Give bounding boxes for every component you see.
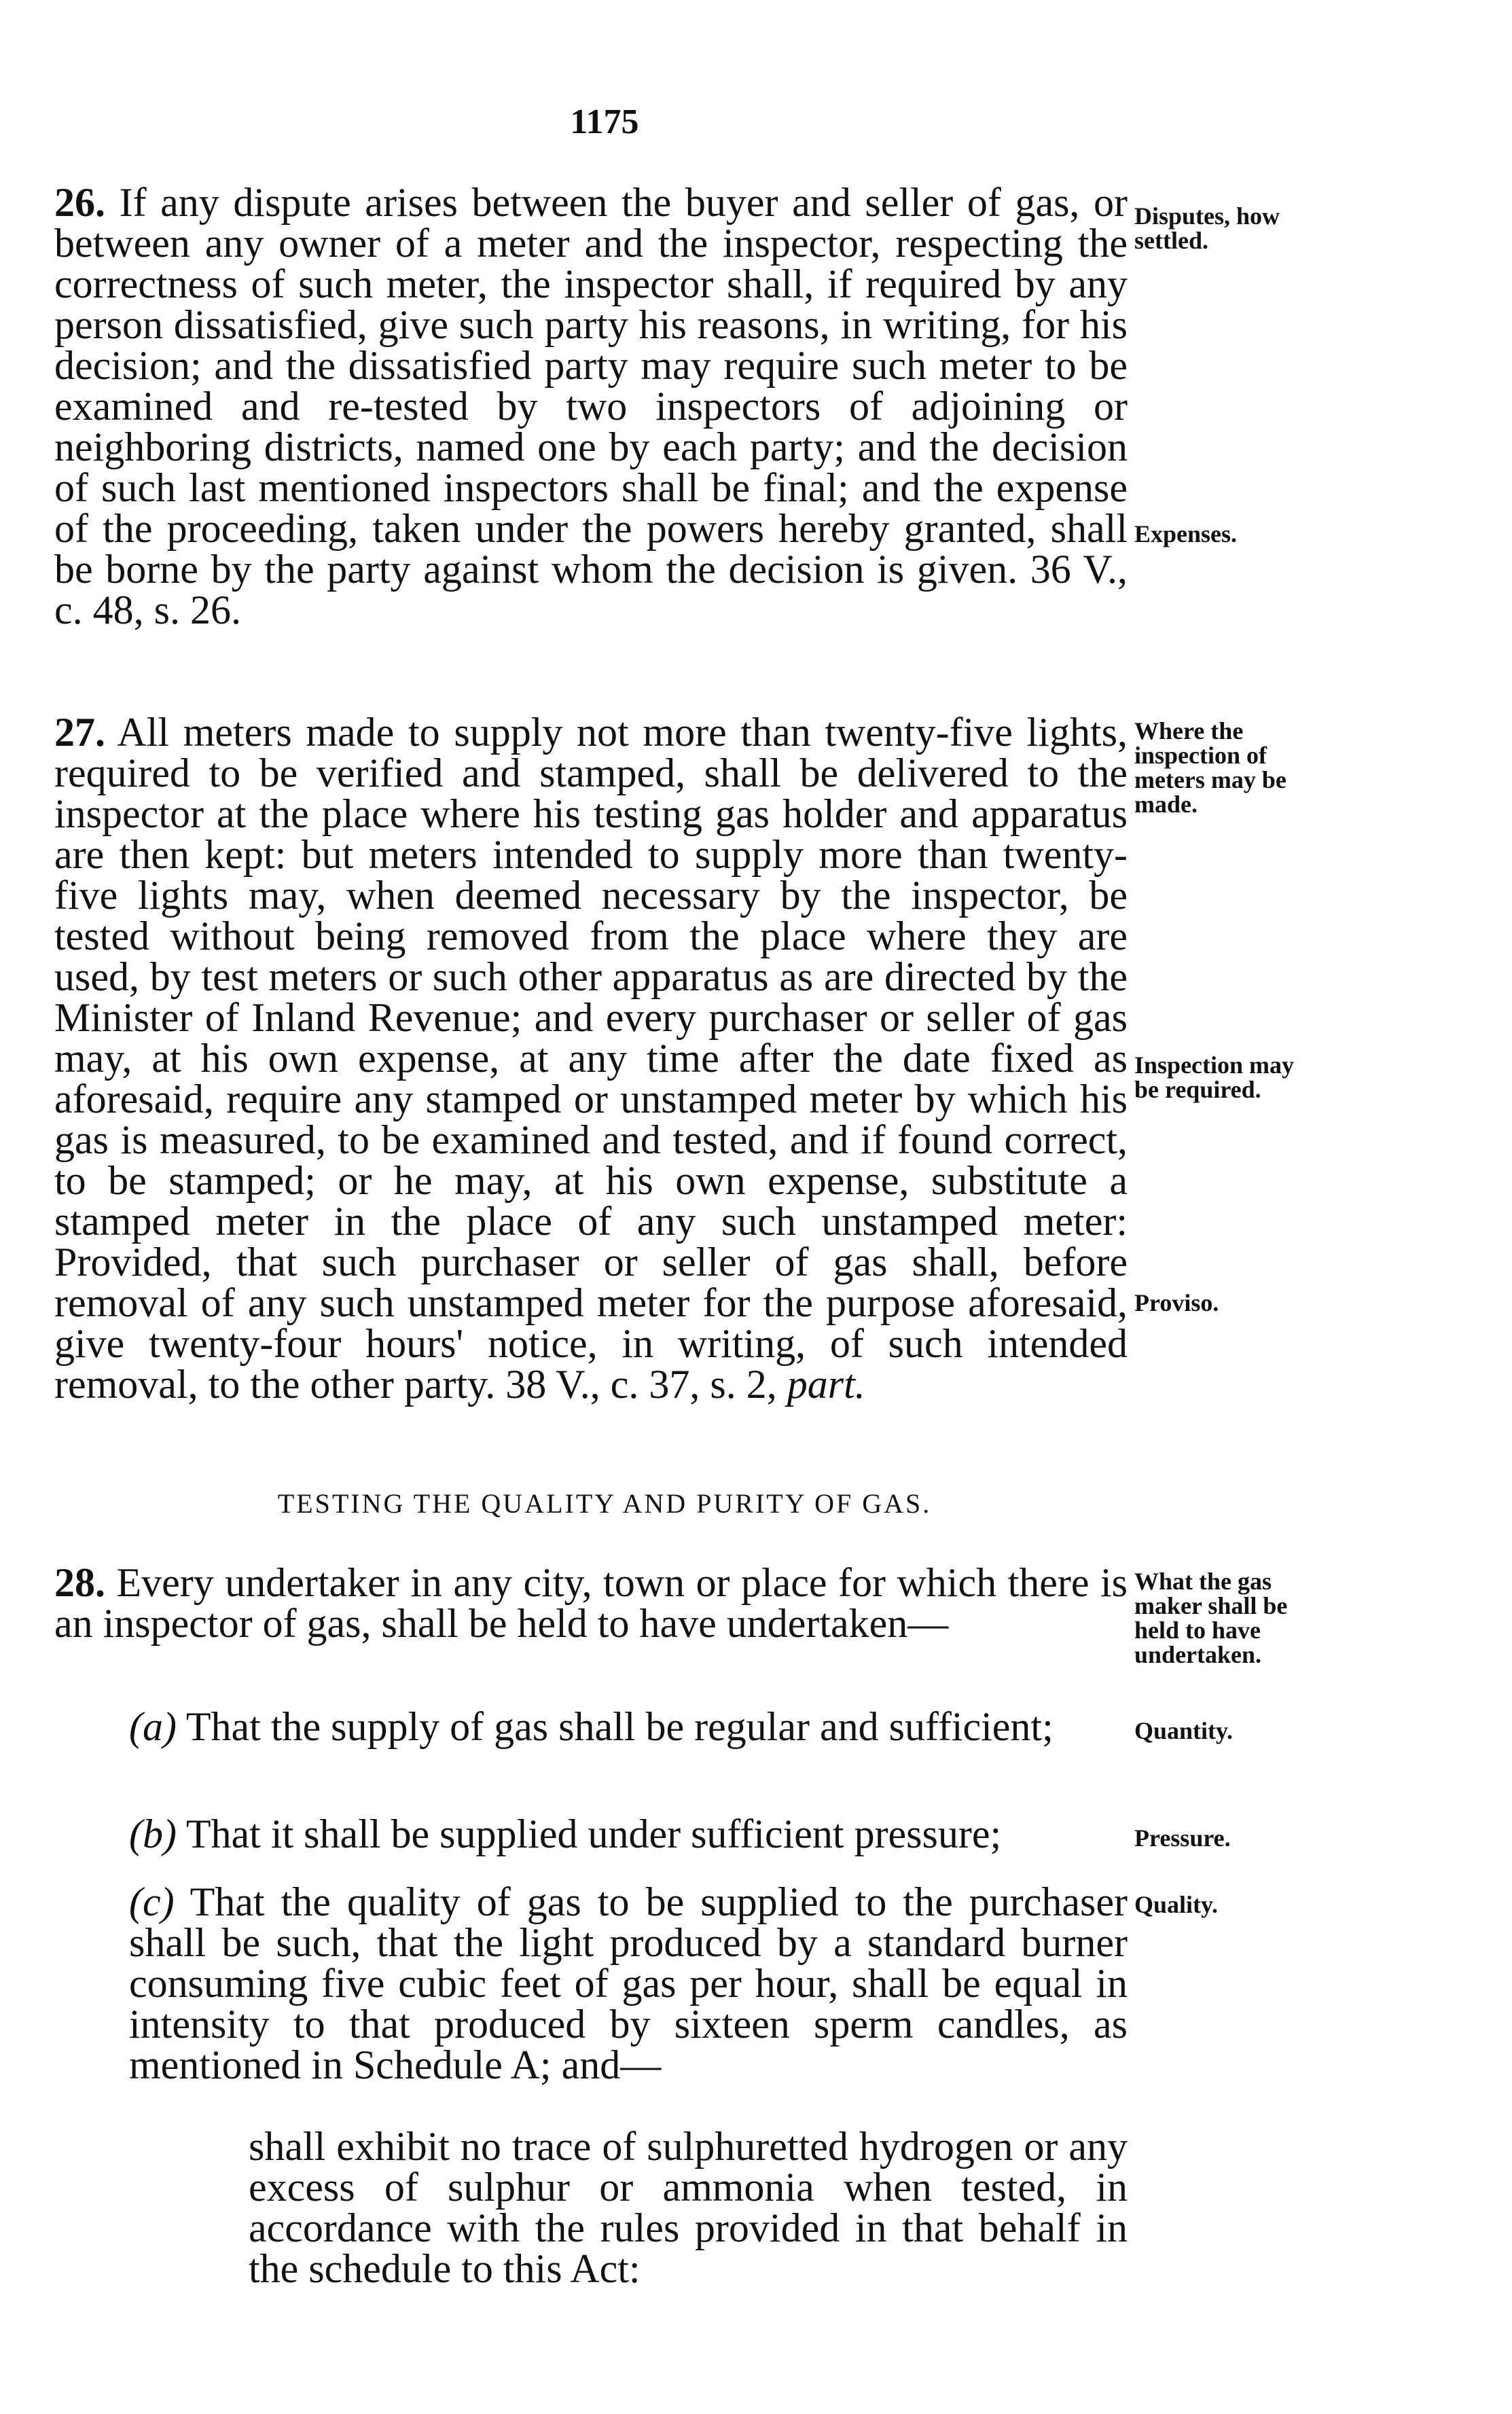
list-item-b	[129, 1814, 1128, 1854]
margin-note-pressure: Pressure.	[1134, 1824, 1231, 1852]
item-label: (c)	[129, 1879, 175, 1924]
item-text: That it shall be supplied under sufficient pressure;	[185, 1812, 1002, 1856]
margin-note-expenses: Expenses.	[1134, 520, 1238, 547]
section-text: All meters made to supply not more than twenty-five lights, required to be verified and stamped, shall be delivered to the inspector at the place where his testing gas holder and apparatus are then kept: but meters intended to supply more than twenty-five lights may, when deemed necessary by the inspector, be tested without being removed from the place where they are used, by test meters or such other apparatus as are directed by the Minister of Inland Revenue; and every purchaser or seller of gas may, at his own expense, at any time after the date fixed as aforesaid, require any stamped or unstamped meter by which his gas is measured, to be examined and tested, and if found correct, to be stamped; or he may, at his own expense, substitute a stamped meter in the place of any such unstamped meter: Provided, that such purchaser or seller of gas shall, before removal of any such unstamped meter for the purpose aforesaid, give twenty-four hours' notice, in writing, of such intended removal, to the other party. 38 V., c. 37, s. 2,	[54, 710, 1128, 1407]
section-heading: TESTING THE QUALITY AND PURITY OF GAS.	[277, 1488, 932, 1519]
section-28-continuation: shall exhibit no trace of sulphuretted hydrogen or any excess of sulphur or ammonia when tested, in accordance with the rules provided in that behalf in the schedule to this Act:	[249, 2124, 1128, 2291]
section-27	[54, 712, 1128, 1405]
margin-note-quantity: Quantity.	[1134, 1717, 1234, 1744]
margin-note-proviso: Proviso.	[1134, 1289, 1219, 1316]
margin-note-where-inspection: Where the inspection of meters may be made.	[1134, 717, 1286, 818]
section-28	[54, 1562, 1128, 1644]
section-number: 27.	[54, 710, 105, 755]
item-label: (a)	[129, 1704, 177, 1749]
list-item-a	[129, 1706, 1128, 1747]
section-text: Every undertaker in any city, town or place for which there is an inspector of gas, shall be held to have undertaken—	[54, 1560, 1128, 1646]
margin-note-disputes: Disputes, how settled.	[1134, 202, 1280, 254]
section-text: If any dispute arises between the buyer and seller of gas, or between any owner of a meter and the inspector, respecting the correctness of such meter, the inspector shall, if required by any person dissatisfied, give such party his reasons, in writing, for his decision; and the dissatisfied party may require such meter to be examined and re-tested by two inspectors of adjoining or neighboring districts, named one by each party; and the decision of such last mentioned inspectors shall be final; and the expense of the proceeding, taken under the powers hereby granted, shall be borne by the party against whom the decision is given. 36 V., c. 48, s. 26.	[54, 180, 1128, 632]
section-number: 26.	[54, 180, 105, 225]
citation-part: part.	[787, 1362, 865, 1407]
margin-note-inspection-required: Inspection may be required.	[1134, 1051, 1295, 1103]
margin-note-quality: Quality.	[1134, 1891, 1219, 1918]
page-number: 1175	[570, 103, 639, 141]
item-label: (b)	[129, 1812, 177, 1856]
item-text: That the quality of gas to be supplied to the purchaser shall be such, that the light produced by a standard burner consuming five cubic feet of gas per hour, shall be equal in intensity to that produced by sixteen sperm candles, as mentioned in Schedule A; and—	[129, 1879, 1128, 2087]
list-item-c	[129, 1881, 1128, 2085]
item-text: That the supply of gas shall be regular and sufficient;	[185, 1704, 1054, 1749]
margin-note-undertaken: What the gas maker shall be held to have undertaken.	[1134, 1568, 1288, 1668]
section-26	[54, 182, 1128, 630]
section-number: 28.	[54, 1560, 105, 1605]
